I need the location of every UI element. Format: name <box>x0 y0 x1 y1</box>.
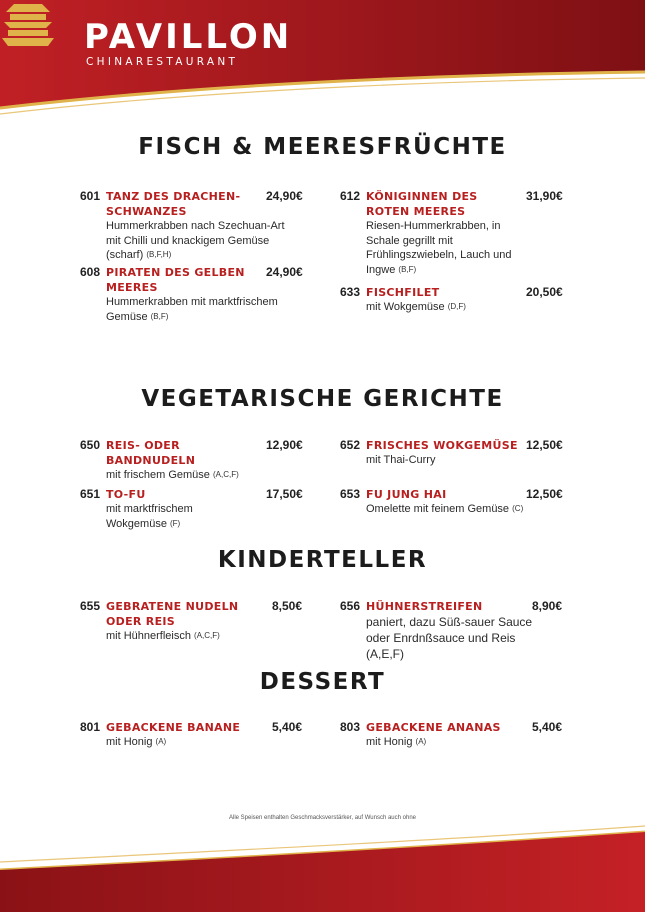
brand-subtitle: CHINARESTAURANT <box>86 56 239 68</box>
item-price: 8,90€ <box>532 599 563 613</box>
item-number: 655 <box>80 599 101 613</box>
item-description: Omelette mit feinem Gemüse (C) <box>366 503 524 515</box>
item-price: 5,40€ <box>532 720 563 734</box>
item-price: 12,50€ <box>526 438 563 452</box>
item-number: 656 <box>340 599 361 613</box>
item-price: 24,90€ <box>266 265 303 279</box>
item-allergens: (B,F) <box>398 264 417 274</box>
item-price: 5,40€ <box>272 720 303 734</box>
item-description: Hummerkrabben mit marktfrischem Gemüse (B,F) <box>106 296 278 323</box>
item-number: 801 <box>80 720 101 734</box>
item-price: 12,90€ <box>266 438 303 452</box>
item-number: 612 <box>340 189 361 203</box>
item-name: HÜHNERSTREIFEN <box>366 600 483 613</box>
item-name: TANZ DES DRACHEN- SCHWANZES <box>106 190 241 218</box>
item-name: FISCHFILET <box>366 286 440 299</box>
item-number: 608 <box>80 265 101 279</box>
item-number: 652 <box>340 438 361 452</box>
item-number: 601 <box>80 189 101 203</box>
item-name: FRISCHES WOKGEMÜSE <box>366 439 518 452</box>
item-price: 20,50€ <box>526 285 563 299</box>
item-number: 651 <box>80 487 101 501</box>
item-allergens: (A,C,F) <box>194 631 220 640</box>
item-name: GEBACKENE BANANE <box>106 721 241 734</box>
item-allergens: (D,F) <box>447 302 466 311</box>
pagoda-logo-icon <box>0 0 56 52</box>
item-name: FU JUNG HAI <box>366 488 447 501</box>
item-number: 653 <box>340 487 361 501</box>
item-description: mit Thai-Curry <box>366 454 436 466</box>
item-description: mit marktfrischem Wokgemüse (F) <box>106 503 193 530</box>
item-number: 650 <box>80 438 101 452</box>
item-number: 803 <box>340 720 361 734</box>
item-allergens: (B,F) <box>150 311 169 321</box>
item-allergens: (C) <box>512 504 524 513</box>
item-description: Hummerkrabben nach Szechuan-Art mit Chilli und knackigem Gemüse (scharf) (B,F,H) <box>106 220 285 261</box>
item-allergens: (B,F,H) <box>146 250 172 259</box>
footer-swoosh <box>0 812 645 912</box>
item-number: 633 <box>340 285 361 299</box>
item-description: mit Wokgemüse (D,F) <box>366 301 466 313</box>
item-description: paniert, dazu Süß-sauer Sauce oder Enrdnßsauce und Reis (A,E,F) <box>366 615 533 661</box>
section-title-fish: FISCH & MEERESFRÜCHTE <box>138 134 507 160</box>
item-description: mit frischem Gemüse (A,C,F) <box>106 469 239 481</box>
item-price: 24,90€ <box>266 189 303 203</box>
footer-banner <box>0 812 645 912</box>
item-allergens: (A,C,F) <box>212 470 239 479</box>
item-allergens: (A) <box>155 737 167 746</box>
item-name: KÖNIGINNEN DES ROTEN MEERES <box>366 190 478 218</box>
item-price: 12,50€ <box>526 487 563 501</box>
header-banner <box>0 0 645 120</box>
item-description: mit Hühnerfleisch (A,C,F) <box>106 630 220 642</box>
item-allergens: (A) <box>415 737 427 746</box>
item-allergens: (F) <box>170 518 181 528</box>
item-price: 8,50€ <box>272 599 303 613</box>
item-price: 31,90€ <box>526 189 563 203</box>
item-description: mit Honig (A) <box>106 736 167 748</box>
section-title-vegetarian: VEGETARISCHE GERICHTE <box>141 386 504 412</box>
item-name: GEBRATENE NUDELN ODER REIS <box>106 600 239 628</box>
item-description: Riesen-Hummerkrabben, in Schale gegrillt mit Frühlingszwiebeln, Lauch und Ingwe (B,F) <box>366 220 512 276</box>
brand-name: PAVILLON <box>84 17 293 57</box>
item-name: GEBACKENE ANANAS <box>366 721 501 734</box>
item-description: mit Honig (A) <box>366 736 427 748</box>
footer-note: Alle Speisen enthalten Geschmacksverstärker, auf Wunsch auch ohne <box>229 815 416 821</box>
item-name: PIRATEN DES GELBEN MEERES <box>106 266 245 294</box>
section-title-kids: KINDERTELLER <box>217 547 428 573</box>
item-price: 17,50€ <box>266 487 303 501</box>
section-title-dessert: DESSERT <box>259 669 386 695</box>
item-name: TO-FU <box>106 488 146 501</box>
item-name: REIS- ODER BANDNUDELN <box>106 439 196 467</box>
